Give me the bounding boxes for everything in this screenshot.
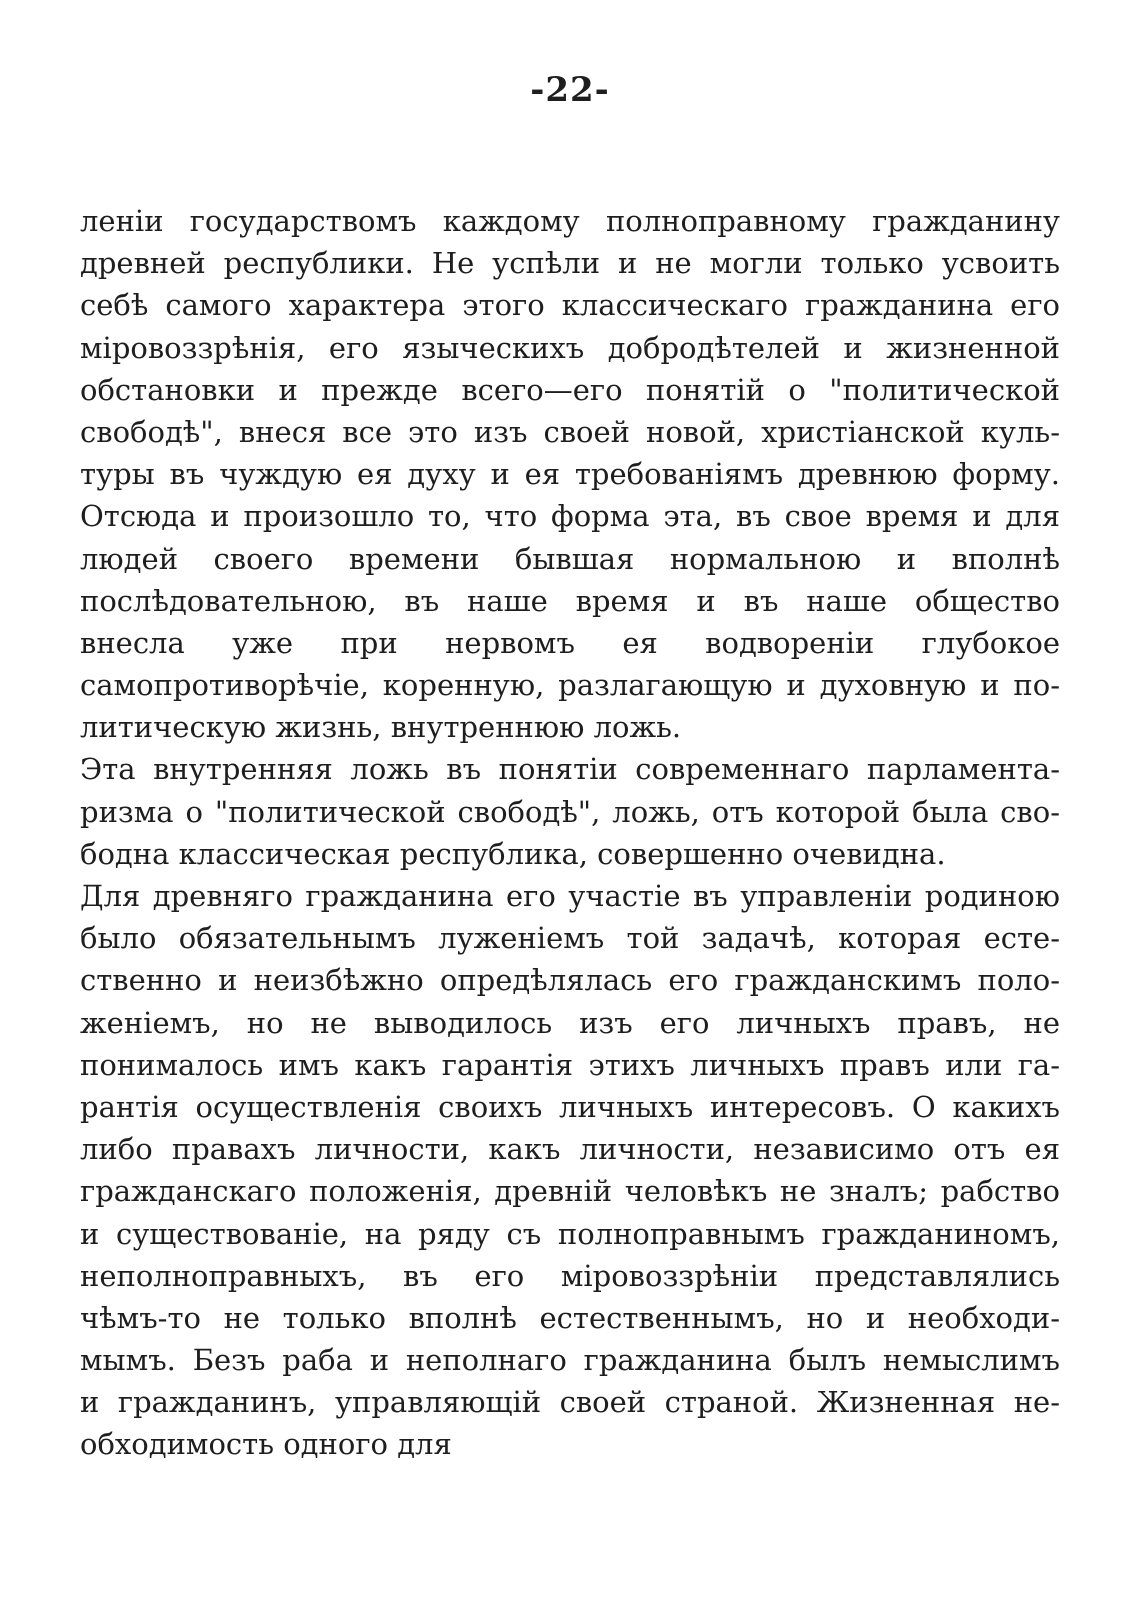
text-line: Для древняго гражданина его участіе въ управленіи родиною	[80, 879, 1060, 913]
text-line: чѣмъ-то не только вполнѣ естественнымъ, но и необходи-	[80, 1300, 1060, 1335]
text-line: міровоззрѣнія, его языческихъ добродѣтелей и жизненной	[80, 330, 1060, 365]
text-line: людей своего времени бывшая нормальною и вполнѣ	[80, 541, 1060, 576]
text-line: Отсюда и произошло то, что форма эта, въ свое время и для	[80, 499, 1060, 534]
text-line: послѣдовательною, въ наше время и въ наше общество	[80, 583, 1060, 618]
text-line: обходимость одного для	[80, 1427, 452, 1462]
paragraph	[80, 200, 1060, 748]
text-line: понималось имъ какъ гарантія этихъ личныхъ правъ или га-	[80, 1047, 1060, 1082]
text-line: древней республики. Не успѣли и не могли только усвоить	[80, 246, 1060, 281]
text-line: и существованіе, на ряду съ полноправнымъ гражданиномъ,	[80, 1216, 1060, 1251]
text-line: неполноправныхъ, въ его міровоззрѣніи представлялись	[80, 1258, 1060, 1293]
text-line: обстановки и прежде всего—его понятій о "политической	[80, 372, 1060, 407]
paragraph	[80, 748, 1060, 875]
text-line: леніи государствомъ каждому полноправному гражданину	[80, 204, 1060, 238]
text-line: было обязательнымъ луженіемъ той задачѣ, которая есте-	[80, 921, 1060, 956]
paragraph	[80, 875, 1060, 1466]
text-line: литическую жизнь, внутреннюю ложь.	[80, 710, 682, 745]
text-line: свободѣ", внеся все это изъ своей новой, христіанской куль-	[80, 414, 1060, 449]
text-line: либо правахъ личности, какъ личности, независимо отъ ея	[80, 1132, 1060, 1167]
text-line: себѣ самого характера этого классическаго гражданина его	[80, 288, 1060, 323]
text-line: внесла уже при нервомъ ея водвореніи глубокое	[80, 625, 1060, 660]
text-line: и гражданинъ, управляющій своей страной. Жизненная не-	[80, 1385, 1060, 1420]
text-line: гражданскаго положенія, древній человѣкъ не зналъ; рабство	[80, 1174, 1060, 1209]
text-line: самопротиворѣчіе, коренную, разлагающую и духовную и по-	[80, 668, 1060, 703]
body-text	[80, 200, 1060, 1466]
text-line: женіемъ, но не выводилось изъ его личныхъ правъ, не	[80, 1005, 1060, 1040]
text-line: Эта внутренняя ложь въ понятіи современнаго парламента-	[80, 752, 1060, 787]
text-line: ризма о "политической свободѣ", ложь, отъ которой была сво-	[80, 794, 1060, 829]
text-line: рантія осуществленія своихъ личныхъ интересовъ. О какихъ	[80, 1089, 1060, 1124]
text-line: мымъ. Безъ раба и неполнаго гражданина былъ немыслимъ	[80, 1343, 1060, 1378]
text-line: ственно и неизбѣжно опредѣлялась его гражданскимъ поло-	[80, 963, 1060, 998]
page-number: -22-	[530, 70, 610, 110]
text-line: туры въ чуждую ея духу и ея требованіямъ древнюю форму.	[80, 457, 1060, 492]
text-line: бодна классическая республика, совершенно очевидна.	[80, 836, 946, 871]
